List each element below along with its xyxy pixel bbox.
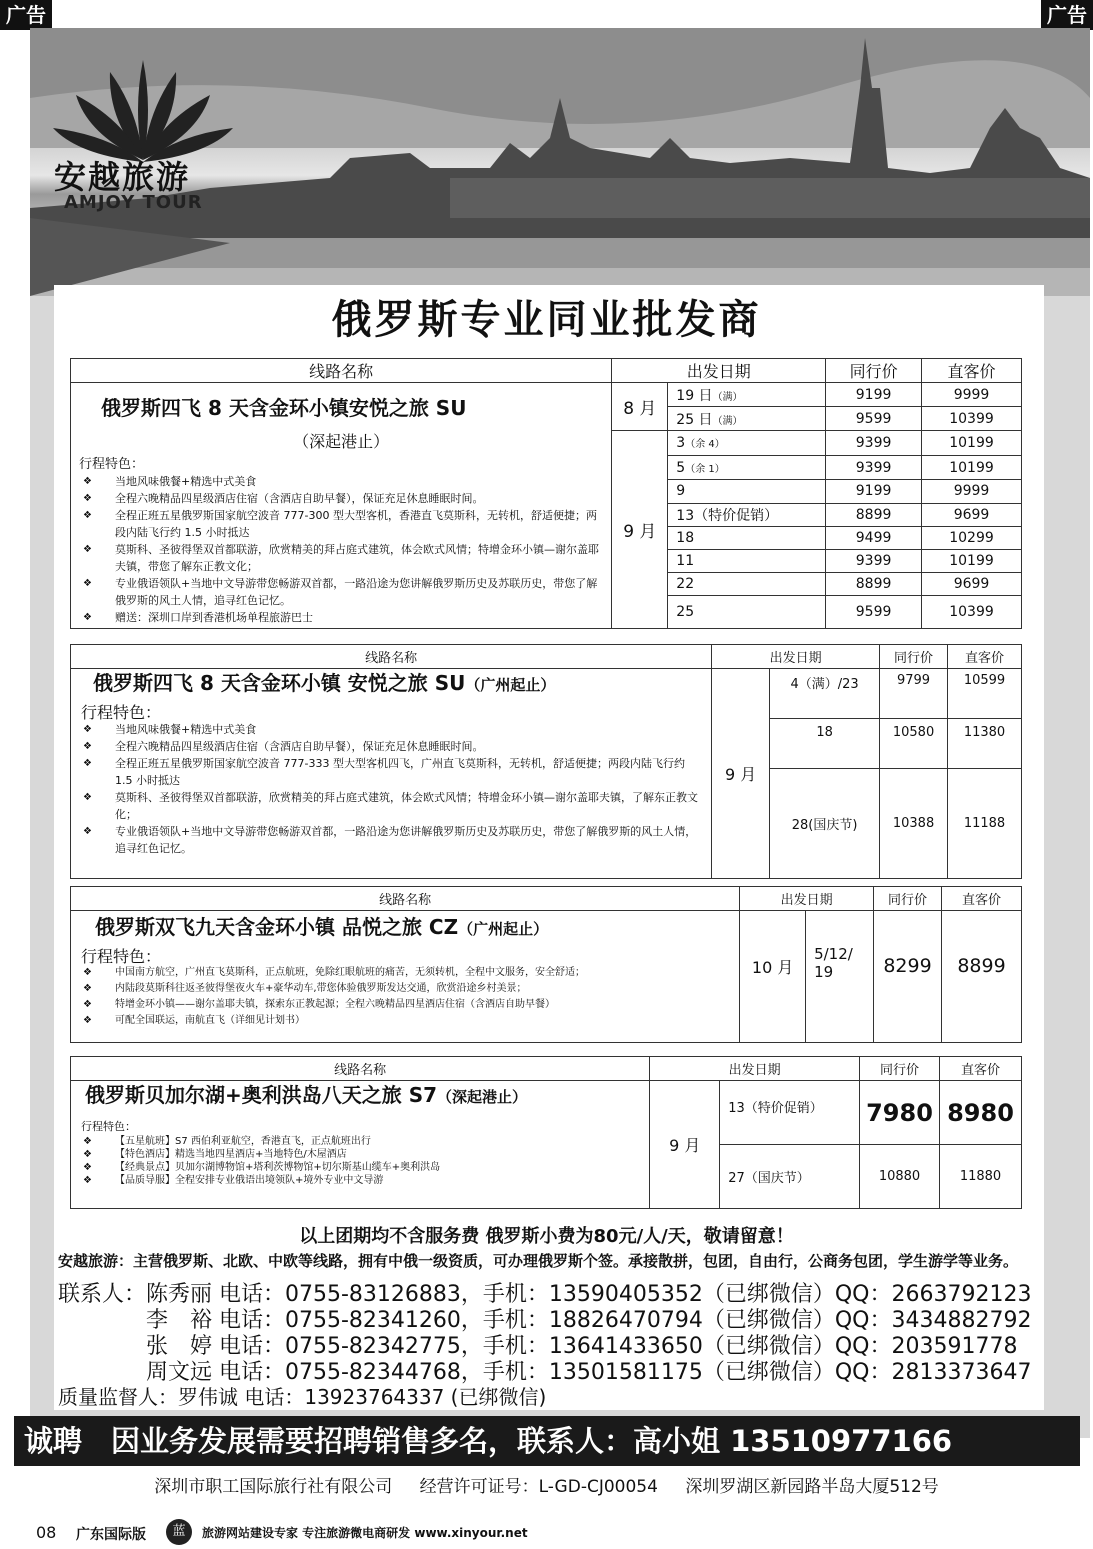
date-cell: 18 — [770, 719, 880, 769]
direct-price-header: 直客价 — [948, 645, 1022, 669]
route3-table — [70, 886, 1022, 1043]
peer-price-header: 同行价 — [874, 887, 942, 911]
date-cell: 5/12/ 19 — [806, 911, 874, 1043]
peer-price: 9799 — [880, 669, 948, 719]
feature-item: ❖ 当地风味俄餐+精选中式美食 — [79, 721, 703, 738]
page-footer — [0, 1515, 1093, 1549]
route2-month: 9 月 — [712, 669, 770, 879]
feature-item: ❖ 全程六晚精品四星级酒店住宿（含酒店自助早餐），保证充足休息睡眠时间。 — [79, 490, 603, 507]
peer-price: 8899 — [826, 573, 922, 596]
direct-price: 8899 — [942, 911, 1022, 1043]
direct-price: 10399 — [922, 407, 1022, 431]
contact-line: 张 婷 电话：0755-82342775，手机：13641433650（已绑微信）QQ：203591778 — [58, 1334, 1018, 1359]
route1-name: 俄罗斯四飞 8 天含金环小镇安悦之旅 SU — [101, 396, 467, 421]
date-cell: 9 — [668, 480, 826, 503]
feature-item: ❖ 【品质导服】全程安排专业俄语出境领队+境外专业中文导游 — [79, 1174, 641, 1187]
route4-table — [70, 1056, 1022, 1209]
route-header: 线路名称 — [71, 359, 612, 383]
contact-line: 周文远 电话：0755-82344768，手机：13501581175（已绑微信）QQ：2813373647 — [58, 1360, 1032, 1385]
date-cell: 25 — [668, 596, 826, 628]
date-cell: 27（国庆节） — [720, 1145, 860, 1209]
ad-label-right: 广告 — [1041, 0, 1093, 30]
route4-name: 俄罗斯贝加尔湖+奥利洪岛八天之旅 S7 — [85, 1083, 438, 1107]
direct-price: 11188 — [948, 769, 1022, 879]
peer-price-header: 同行价 — [880, 645, 948, 669]
direct-price-header: 直客价 — [922, 359, 1022, 383]
date-cell: 18 — [668, 526, 826, 549]
direct-price: 10199 — [922, 431, 1022, 456]
logo-cn-text: 安越旅游 — [54, 158, 191, 196]
direct-price: 9999 — [922, 480, 1022, 503]
route3-name: 俄罗斯双飞九天含金环小镇 品悦之旅 CZ — [95, 915, 459, 939]
date-header: 出发日期 — [650, 1057, 860, 1081]
feature-item: ❖ 专业俄语领队+当地中文导游带您畅游双首都，一路沿途为您讲解俄罗斯历史及苏联历史，带您了解俄罗斯的风土人情，追寻红色记忆。 — [79, 575, 603, 609]
route-header: 线路名称 — [71, 887, 740, 911]
business-description: 安越旅游：主营俄罗斯、北欧、中欧等线路，拥有中俄一级资质，可办理俄罗斯个签。承接散拼，包团，自由行，公商务包团，学生游学等业务。 — [58, 1252, 1019, 1270]
route1-sub: （深起港止） — [293, 431, 390, 451]
peer-price: 10580 — [880, 719, 948, 769]
route1-aug-month: 8 月 — [612, 383, 668, 431]
date-cell: 11 — [668, 549, 826, 572]
peer-price: 9499 — [826, 526, 922, 549]
date-cell: 13（特价促销） — [668, 503, 826, 526]
peer-price: 9599 — [826, 596, 922, 628]
peer-price-header: 同行价 — [860, 1057, 940, 1081]
direct-price: 9999 — [922, 383, 1022, 407]
direct-price: 10299 — [922, 526, 1022, 549]
peer-price: 8299 — [874, 911, 942, 1043]
peer-price: 8899 — [826, 503, 922, 526]
direct-price-header: 直客价 — [942, 887, 1022, 911]
direct-price: 10199 — [922, 456, 1022, 480]
contact-line: 联系人：陈秀丽 电话：0755-83126883，手机：13590405352（已绑微信）QQ：2663792123 — [58, 1282, 1032, 1307]
feature-item: ❖ 可配全国联运，南航直飞（详细见计划书） — [79, 1013, 731, 1029]
date-header: 出发日期 — [740, 887, 874, 911]
kremlin-banner — [30, 28, 1090, 296]
logo-en-text: AMJOY TOUR — [64, 192, 203, 213]
feature-item: ❖ 当地风味俄餐+精选中式美食 — [79, 473, 603, 490]
feature-item: ❖ 莫斯科、圣彼得堡双首都联游，欣赏精美的拜占庭式建筑，体会欧式风情；特增金环小镇—谢尔盖耶夫镇，带您了解东正教文化； — [79, 541, 603, 575]
route3-sub: （广州起止） — [458, 920, 549, 938]
date-cell: 28(国庆节) — [770, 769, 880, 879]
route2-name: 俄罗斯四飞 8 天含金环小镇 安悦之旅 SU — [93, 671, 466, 695]
feature-item: ❖ 莫斯科、圣彼得堡双首都联游，欣赏精美的拜占庭式建筑，体会欧式风情；特增金环小镇—谢尔盖耶夫镇，了解东正教文化； — [79, 789, 703, 823]
feature-item: ❖ 中国南方航空，广州直飞莫斯科，正点航班，免除红眼航班的痛苦，无须转机，全程中文服务，安全舒适； — [79, 965, 731, 981]
date-cell: 19 日（满） — [668, 383, 826, 407]
date-header: 出发日期 — [612, 359, 826, 383]
feature-heading: 行程特色： — [81, 703, 162, 722]
feature-heading: 行程特色： — [81, 1120, 136, 1133]
route-header: 线路名称 — [71, 645, 712, 669]
publisher-logo-icon: 蓝 — [166, 1519, 192, 1545]
feature-item: ❖ 内陆段莫斯科往返圣彼得堡夜火车+豪华动车,带您体验俄罗斯发达交通，欣赏沿途乡村美景； — [79, 981, 731, 997]
quality-supervisor: 质量监督人：罗伟诚 电话：13923764337 (已绑微信) — [58, 1385, 547, 1409]
feature-item: ❖ 专业俄语领队+当地中文导游带您畅游双首都，一路沿途为您讲解俄罗斯历史及苏联历史，带您了解俄罗斯的风土人情，追寻红色记忆。 — [79, 823, 703, 857]
feature-heading: 行程特色： — [79, 456, 145, 472]
contact-line: 李 裕 电话：0755-82341260，手机：18826470794（已绑微信）QQ：3434882792 — [58, 1308, 1032, 1333]
direct-price-header: 直客价 — [940, 1057, 1022, 1081]
direct-price: 10599 — [948, 669, 1022, 719]
feature-item: ❖ 特增金环小镇——谢尔盖耶夫镇，探索东正教起源；全程六晚精品四星酒店住宿（含酒店自助早餐） — [79, 997, 731, 1013]
feature-item: ❖ 全程正班五星俄罗斯国家航空波音 777-333 型大型客机四飞，广州直飞莫斯科，无转机，舒适便捷；两段内陆飞行约 1.5 小时抵达 — [79, 755, 703, 789]
direct-price: 10199 — [922, 549, 1022, 572]
ad-label-left: 广告 — [0, 0, 52, 30]
feature-item: ❖ 【五星航班】S7 西伯利亚航空，香港直飞，正点航班出行 — [79, 1135, 641, 1148]
feature-item: ❖ 全程六晚精品四星级酒店住宿（含酒店自助早餐），保证充足休息睡眠时间。 — [79, 738, 703, 755]
date-cell: 4（满）/23 — [770, 669, 880, 719]
feature-heading: 行程特色： — [81, 947, 162, 966]
publisher-slogan: 旅游网站建设专家 专注旅游微电商研发 www.xinyour.net — [202, 1526, 528, 1540]
page-title: 俄罗斯专业同业批发商 — [331, 297, 762, 343]
peer-price: 9599 — [826, 407, 922, 431]
date-header: 出发日期 — [712, 645, 880, 669]
direct-price: 10399 — [922, 596, 1022, 628]
peer-price-header: 同行价 — [826, 359, 922, 383]
peer-price: 7980 — [860, 1081, 940, 1145]
feature-item: ❖ 赠送：深圳口岸到香港机场单程旅游巴士 — [79, 609, 603, 626]
route3-month: 10 月 — [740, 911, 806, 1043]
route1-table — [70, 358, 1022, 629]
route-header: 线路名称 — [71, 1057, 650, 1081]
service-fee-note: 以上团期均不含服务费 俄罗斯小费为80元/人/天，敬请留意！ — [299, 1226, 794, 1247]
edition-label: 广东国际版 — [76, 1527, 146, 1543]
route2-sub: （广州起止） — [465, 676, 556, 694]
direct-price: 9699 — [922, 573, 1022, 596]
route4-sub: （深起港止） — [437, 1088, 528, 1106]
route2-table — [70, 644, 1022, 879]
peer-price: 9399 — [826, 456, 922, 480]
company-footer: 深圳市职工国际旅行社有限公司 经营许可证号：L-GD-CJ00054 深圳罗湖区新园路半岛大厦512号 — [154, 1477, 939, 1497]
peer-price: 9199 — [826, 480, 922, 503]
date-cell: 3（余 4） — [668, 431, 826, 456]
hiring-banner: 诚聘 因业务发展需要招聘销售多名，联系人：高小姐 13510977166 — [14, 1416, 1080, 1466]
route4-month: 9 月 — [650, 1081, 720, 1209]
feature-item: ❖ 【经典景点】贝加尔湖博物馆+塔利茨博物馆+切尔斯基山缆车+奥利洪岛 — [79, 1161, 641, 1174]
feature-item: ❖ 全程正班五星俄罗斯国家航空波音 777-300 型大型客机，香港直飞莫斯科，无转机，舒适便捷；两段内陆飞行约 1.5 小时抵达 — [79, 507, 603, 541]
page-number: 08 — [36, 1523, 57, 1542]
peer-price: 9399 — [826, 431, 922, 456]
date-cell: 5（余 1） — [668, 456, 826, 480]
direct-price: 11880 — [940, 1145, 1022, 1209]
date-cell: 22 — [668, 573, 826, 596]
peer-price: 9199 — [826, 383, 922, 407]
date-cell: 25 日（满） — [668, 407, 826, 431]
direct-price: 11380 — [948, 719, 1022, 769]
route1-sep-month: 9 月 — [612, 431, 668, 629]
feature-item: ❖ 【特色酒店】精选当地四星酒店+当地特色/木屋酒店 — [79, 1148, 641, 1161]
peer-price: 10388 — [880, 769, 948, 879]
peer-price: 10880 — [860, 1145, 940, 1209]
direct-price: 8980 — [940, 1081, 1022, 1145]
direct-price: 9699 — [922, 503, 1022, 526]
date-cell: 13（特价促销） — [720, 1081, 860, 1145]
peer-price: 9399 — [826, 549, 922, 572]
